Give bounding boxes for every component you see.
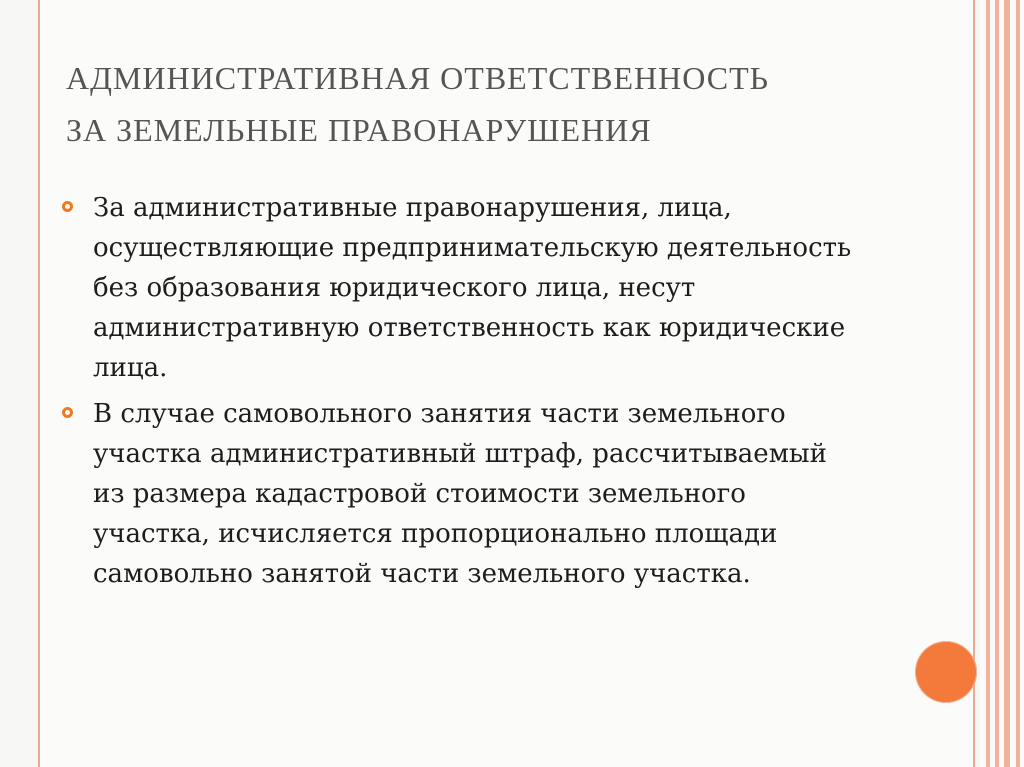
orange-circle-icon (915, 641, 977, 703)
title-line-2: ЗА ЗЕМЕЛЬНЫЕ ПРАВОНАРУШЕНИЯ (66, 112, 652, 148)
decorative-stripes (980, 0, 1024, 767)
slide-title (66, 52, 926, 156)
bullet-text: В случае самовольного занятия части земельного участка административный штраф, рассчитываемый из размера кадастровой стоимости земельного участка, исчисляется пропорционально площади самовольно занятой части земельного участка. (93, 399, 827, 589)
bullet-text: За административные правонарушения, лица, осуществляющие предпринимательскую деятельность без образования юридического лица, несут административную ответственность как юридические лица. (93, 193, 852, 383)
circle-bullet-icon (62, 201, 73, 212)
circle-bullet-icon (62, 407, 73, 418)
bullet-list (62, 188, 862, 600)
bullet-item (62, 394, 862, 594)
bullet-item (62, 188, 862, 388)
title-line-1: АДМИНИСТРАТИВНАЯ ОТВЕТСТВЕННОСТЬ (66, 60, 770, 96)
